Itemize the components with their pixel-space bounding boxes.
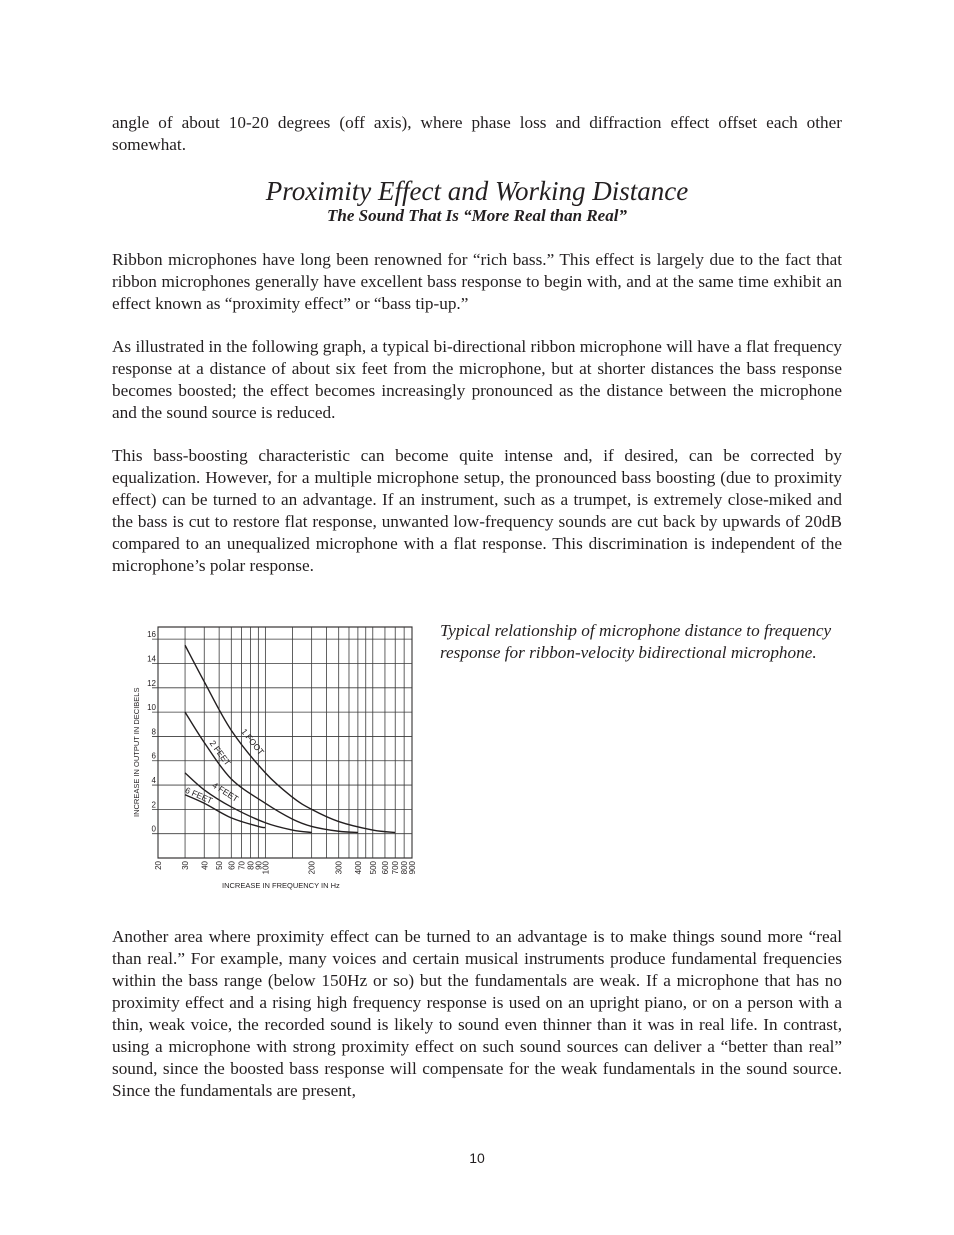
chart-frame bbox=[158, 627, 412, 858]
paragraph-more-real: Another area where proximity effect can be turned to an advantage is to make things sound more “real than real.” For example, many voices and certain musical instruments produce fundamental frequencies within the bass range (below 150Hz or so) but the fundamentals are weak. If a microphone that has no proximity effect and a rising high frequency response is used on an upright piano, or on a person with a thin, weak voice, the recorded sound is likely to sound even thinner than it was in real life. In contrast, using a microphone with strong proximity effect on such sound sources can deliver a “better than real” sound, since the boosted bass response will compensate for the weak fundamentals in the sound source. Since the fundamentals are present, bbox=[112, 927, 842, 1100]
y-tick-12: 12 bbox=[147, 678, 156, 688]
y-tick-16: 16 bbox=[147, 630, 156, 640]
paragraph-graph-intro: As illustrated in the following graph, a typical bi-directional ribbon microphone will have a flat frequency response at a distance of about six feet from the microphone, but at shorter distances the bass response becomes boosted; the effect becomes increasingly pronounced as the distance between the microphone and the sound source is reduced. bbox=[112, 337, 842, 422]
chart-grid bbox=[152, 627, 412, 858]
x-tick-30: 30 bbox=[181, 861, 191, 870]
y-tick-6: 6 bbox=[151, 751, 156, 761]
curve-label-1-foot: 1 FOOT bbox=[239, 726, 267, 757]
x-tick-90: 90 bbox=[254, 861, 264, 870]
y-tick-14: 14 bbox=[147, 654, 156, 664]
x-tick-400: 400 bbox=[353, 861, 363, 875]
section-title: Proximity Effect and Working Distance bbox=[265, 176, 689, 206]
x-tick-200: 200 bbox=[307, 861, 317, 875]
page-number: 10 bbox=[469, 1150, 485, 1166]
curve-label-4-feet: 4 FEET bbox=[210, 779, 241, 804]
intro-paragraph-continued: angle of about 10-20 degrees (off axis), where phase loss and diffraction effect offset each other somewhat. bbox=[112, 113, 842, 154]
y-tick-0: 0 bbox=[151, 824, 156, 834]
x-tick-600: 600 bbox=[380, 861, 390, 875]
curve-label-2-feet: 2 FEET bbox=[207, 738, 233, 768]
paragraph-bass-boosting: This bass-boosting characteristic can become quite intense and, if desired, can be corrected by equalization. However, for a multiple microphone setup, the pronounced bass boosting (due to proximity effect) can be turned to an advantage. If an instrument, such as a trumpet, is extremely close-miked and the bass is cut to restore flat response, unwanted low-frequency sounds are cut back by upwards of 20dB compared to an unequalized microphone with a flat response. This discrimination is independent of the microphone’s polar response. bbox=[112, 446, 842, 575]
chart-y-axis-label: INCREASE IN OUTPUT IN DECIBELS bbox=[132, 687, 141, 817]
x-tick-300: 300 bbox=[334, 861, 344, 875]
x-tick-60: 60 bbox=[227, 861, 237, 870]
curve-2-feet bbox=[185, 712, 358, 832]
x-tick-100: 100 bbox=[261, 861, 271, 875]
x-tick-50: 50 bbox=[215, 861, 225, 870]
figure-caption: Typical relationship of microphone distance to frequency response for ribbon-velocity bidirectional microphone. bbox=[440, 621, 832, 662]
chart-x-axis-label: INCREASE IN FREQUENCY IN Hz bbox=[222, 881, 340, 890]
x-tick-80: 80 bbox=[246, 861, 256, 870]
x-tick-20: 20 bbox=[154, 861, 163, 870]
section-subtitle: The Sound That Is “More Real than Real” bbox=[327, 206, 627, 225]
x-tick-70: 70 bbox=[237, 861, 247, 870]
y-tick-8: 8 bbox=[151, 727, 156, 737]
x-tick-40: 40 bbox=[200, 861, 210, 870]
chart-ticks bbox=[147, 630, 417, 874]
y-tick-4: 4 bbox=[151, 776, 156, 786]
y-tick-2: 2 bbox=[151, 800, 156, 810]
chart-curve-labels bbox=[184, 727, 267, 806]
x-tick-900: 900 bbox=[408, 861, 417, 875]
x-tick-500: 500 bbox=[368, 861, 378, 875]
proximity-effect-chart bbox=[118, 615, 428, 897]
y-tick-10: 10 bbox=[147, 703, 156, 713]
paragraph-rich-bass: Ribbon microphones have long been renowned for “rich bass.” This effect is largely due to the fact that ribbon microphones generally have excellent bass response to begin with, and at the same time exhibit an effect known as “proximity effect” or “bass tip-up.” bbox=[112, 250, 842, 313]
x-tick-800: 800 bbox=[400, 861, 410, 875]
x-tick-700: 700 bbox=[391, 861, 401, 875]
curve-label-6-feet: 6 FEET bbox=[183, 784, 215, 806]
